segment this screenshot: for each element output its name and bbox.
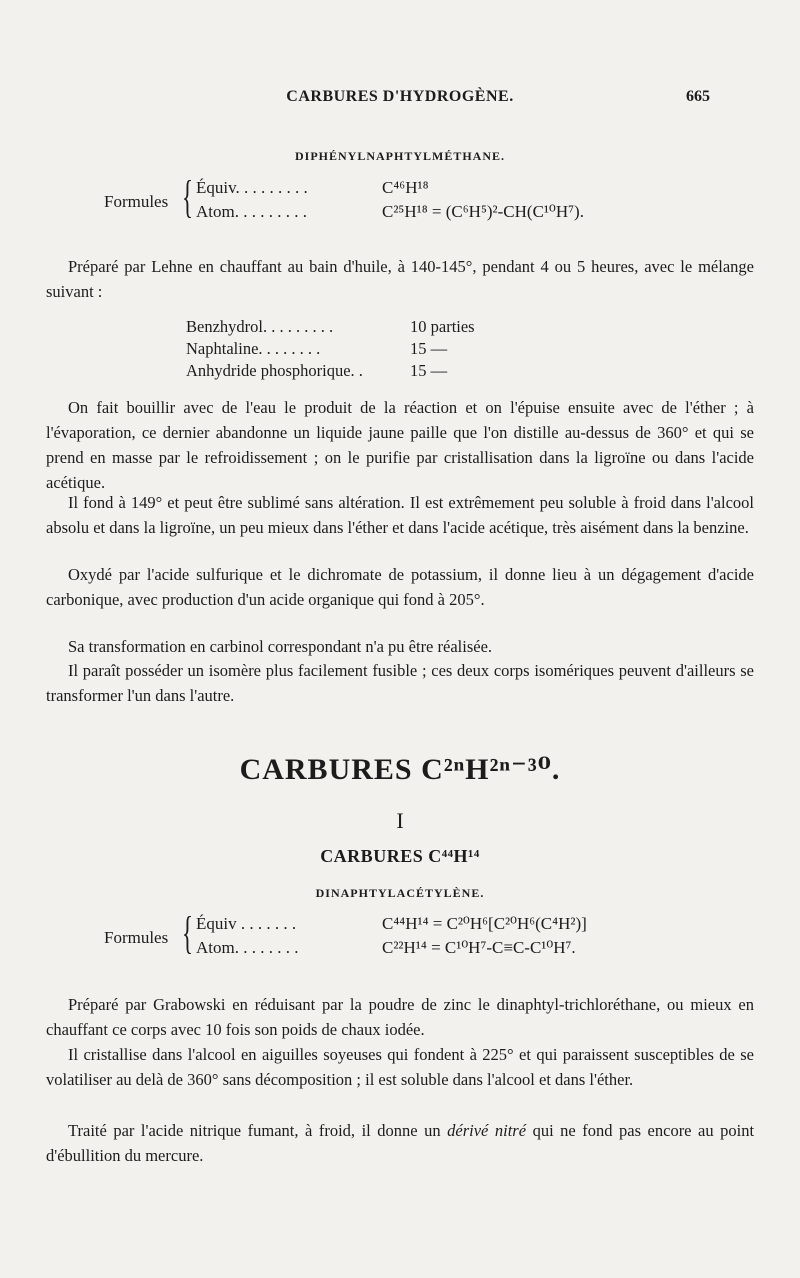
atom-value: C²⁵H¹⁸ = (C⁶H⁵)²-CH(C¹⁰H⁷). <box>382 202 584 221</box>
mixture-list <box>186 316 586 382</box>
formula-block <box>104 171 724 232</box>
brace: { <box>182 907 194 958</box>
section-number: I <box>396 808 404 833</box>
subsection-title: CARBURES C⁴⁴H¹⁴ <box>320 846 480 866</box>
paragraph-text: Il fond à 149° et peut être sublimé sans altération. Il est extrêmement peu soluble à froid dans l'alcool absolu et dans la ligroïne, un peu mieux dans l'éther et dans l'acide acétique, très aisément dans la benzine. <box>46 493 754 537</box>
mixture-item <box>186 360 586 382</box>
running-title: CARBURES D'HYDROGÈNE. <box>286 88 514 105</box>
emphasized-term: dérivé nitré <box>447 1121 527 1140</box>
mixture-item <box>186 316 586 338</box>
paragraph-text: Traité par l'acide nitrique fumant, à froid, il donne un <box>68 1121 441 1140</box>
mixture-qty: 15 — <box>410 361 448 380</box>
formula-atom-row <box>196 938 576 958</box>
section-title: CARBURES C²ⁿH²ⁿ⁻³⁰. <box>239 753 561 786</box>
formula-equiv-row <box>196 914 587 934</box>
formula-label: Formules <box>104 192 169 211</box>
formula-block <box>104 907 724 968</box>
paragraph <box>46 634 754 659</box>
equiv-value: C⁴⁶H¹⁸ <box>382 178 429 197</box>
mixture-qty: 10 parties <box>410 317 475 336</box>
paragraph <box>46 562 754 612</box>
compound-title: DINAPHTYLACÉTYLÈNE. <box>315 886 485 900</box>
paragraph-text: Il cristallise dans l'alcool en aiguilles soyeuses qui fondent à 225° et qui paraissent susceptibles de se volatiliser au delà de 360° sans décomposition ; il est soluble dans l'alcool et dans l'éther. <box>46 1045 754 1089</box>
mixture-item <box>186 338 586 360</box>
equiv-value: C⁴⁴H¹⁴ = C²⁰H⁶[C²⁰H⁶(C⁴H²)] <box>382 914 587 933</box>
mixture-name: Benzhydrol. . . . . . . . . <box>186 317 334 336</box>
atom-label: Atom. . . . . . . . <box>196 938 299 957</box>
formula-atom-row <box>196 202 584 222</box>
atom-value: C²²H¹⁴ = C¹⁰H⁷-C≡C-C¹⁰H⁷. <box>382 938 576 957</box>
atom-label: Atom. . . . . . . . . <box>196 202 307 221</box>
mixture-name: Anhydride phosphorique. . <box>186 361 363 380</box>
paragraph-text: qui ne fond pas encore au point d'ébullition du mercure. <box>46 1121 755 1165</box>
paragraph-text: Il paraît posséder un isomère plus facilement fusible ; ces deux corps isomériques peuvent d'ailleurs se transformer l'un dans l'autre. <box>46 661 754 705</box>
paragraph-text: Sa transformation en carbinol correspondant n'a pu être réalisée. <box>68 637 493 656</box>
paragraph <box>46 395 754 495</box>
brace: { <box>182 171 194 222</box>
equiv-label: Équiv. . . . . . . . . <box>196 178 308 197</box>
compound-title: DIPHÉNYLNAPHTYLMÉTHANE. <box>294 149 505 163</box>
paragraph-text: Préparé par Grabowski en réduisant par la poudre de zinc le dinaphtyl-trichloréthane, ou mieux en chauffant ce corps avec 10 fois son poids de chaux iodée. <box>46 995 754 1039</box>
mixture-qty: 15 — <box>410 339 448 358</box>
page-number: 665 <box>686 88 710 105</box>
formula-equiv-row <box>196 178 429 198</box>
paragraph-text: Oxydé par l'acide sulfurique et le dichromate de potassium, il donne lieu à un dégagement d'acide carbonique, avec production d'un acide organique qui fond à 205°. <box>46 565 754 609</box>
mixture-name: Naphtaline. . . . . . . . <box>186 339 321 358</box>
paragraph <box>46 658 754 708</box>
paragraph <box>46 992 754 1042</box>
paragraph <box>46 490 754 540</box>
paragraph-text: On fait bouillir avec de l'eau le produit de la réaction et on l'épuise ensuite avec de l'éther ; à l'évaporation, ce dernier abandonne un liquide jaune paille que l'on distille au-dessus de 360° et qui se prend en masse par le refroidissement ; on le purifie par cristallisation dans la ligroïne ou dans l'acide acétique. <box>46 398 754 492</box>
paragraph <box>46 1042 754 1092</box>
formula-label: Formules <box>104 928 169 947</box>
paragraph-text: Préparé par Lehne en chauffant au bain d'huile, à 140-145°, pendant 4 ou 5 heures, avec le mélange suivant : <box>46 257 754 301</box>
equiv-label: Équiv . . . . . . . <box>196 914 297 933</box>
paragraph <box>46 1118 754 1168</box>
running-header <box>0 84 800 110</box>
paragraph <box>46 254 754 304</box>
